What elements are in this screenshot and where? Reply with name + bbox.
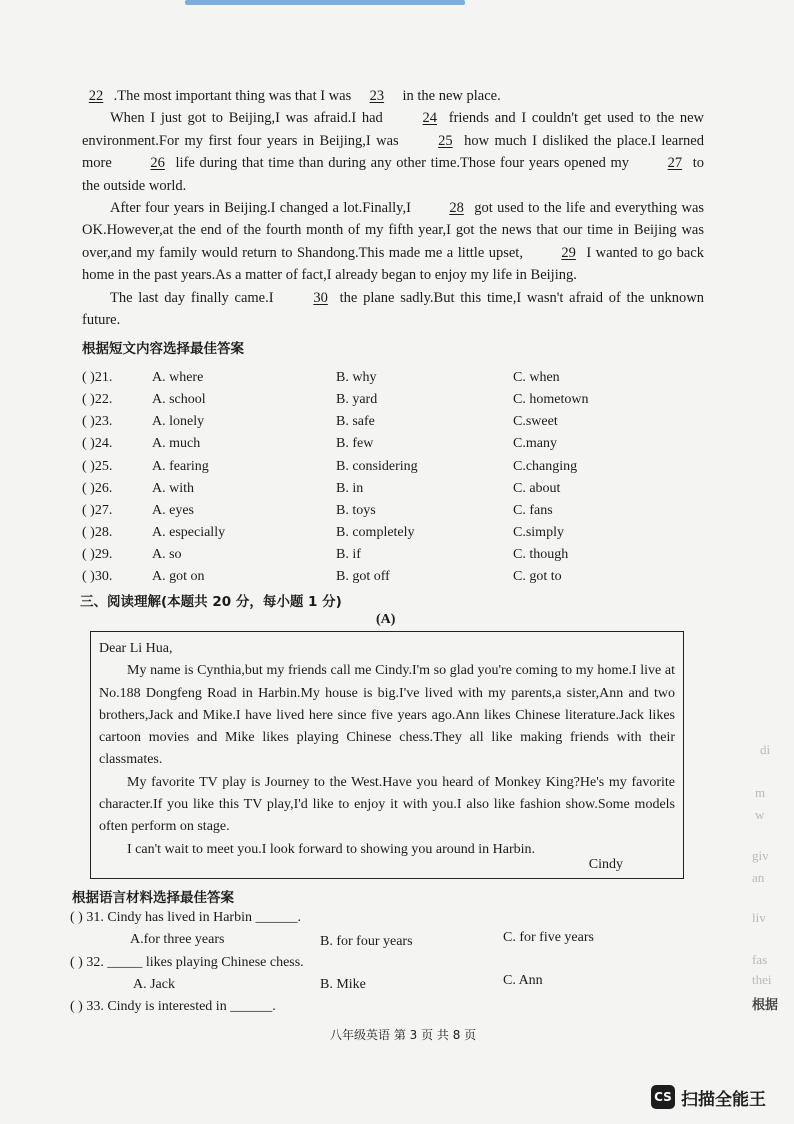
passage-paragraph-1: 22 .The most important thing was that I was 23 in the new place.: [82, 85, 704, 107]
question-number: ( )25.: [82, 459, 113, 474]
cloze-option-row: [82, 503, 702, 525]
option-a: A. with: [152, 481, 194, 496]
option-c: C.sweet: [513, 414, 558, 429]
option-c: C.many: [513, 436, 557, 451]
reading-instruction: 根据语言材料选择最佳答案: [72, 890, 234, 906]
option-a: A. so: [152, 547, 182, 562]
option-b: B. why: [336, 370, 377, 385]
cloze-passage: [82, 85, 704, 331]
option-c: C. when: [513, 370, 560, 385]
question-number: ( )29.: [82, 547, 113, 562]
option-a: A. eyes: [152, 503, 194, 518]
option-a: A. where: [152, 370, 204, 385]
option-b: B. in: [336, 481, 364, 496]
cloze-option-row: [82, 547, 702, 569]
question-number: ( )22.: [82, 392, 113, 407]
option-b: B. completely: [336, 525, 415, 540]
cloze-option-row: [82, 569, 702, 591]
question-31-stem: ( ) 31. Cindy has lived in Harbin ______.: [70, 910, 301, 925]
option-a: A. much: [152, 436, 201, 451]
letter-signature: Cindy: [588, 856, 623, 872]
cloze-option-row: [82, 414, 702, 436]
option-c: C.changing: [513, 459, 578, 474]
option-c: C. fans: [513, 503, 553, 518]
section-3-title: 三、阅读理解(本题共 20 分，每小题 1 分): [80, 594, 342, 610]
question-number: ( )26.: [82, 481, 113, 496]
margin-fragment: an: [752, 870, 765, 885]
margin-fragment: fas: [752, 952, 768, 967]
option-c: C. got to: [513, 569, 562, 584]
page-footer: 八年级英语 第 3 页 共 8 页: [330, 1028, 477, 1042]
blank-26: 26: [150, 155, 165, 172]
question-number: ( )28.: [82, 525, 113, 540]
margin-fragment: giv: [752, 848, 769, 863]
question-31-option-c: C. for five years: [503, 930, 594, 945]
margin-fragment: w: [755, 807, 765, 822]
letter-greeting: Dear Li Hua,: [99, 641, 173, 656]
option-a: A. fearing: [152, 459, 209, 474]
passage-paragraph-3: After four years in Beijing.I changed a lot.Finally,I 28 got used to the life and everything was OK.However,at the end of the fourth month of my fifth year,I got the news that our time in Beijing was over,and my family would return to Shandong.This made me a little upset, 29 I wanted to go back home in the past years.As a matter of fact,I already began to enjoy my life in Beijing.: [82, 197, 704, 287]
blank-30: 30: [313, 289, 328, 306]
margin-fragment: liv: [752, 910, 766, 925]
question-number: ( )23.: [82, 414, 113, 429]
letter-box: [90, 631, 684, 879]
question-number: ( )27.: [82, 503, 113, 518]
cloze-option-row: [82, 370, 702, 392]
option-a: A. school: [152, 392, 206, 407]
option-b: B. considering: [336, 459, 418, 474]
camscanner-logo-icon: CS: [651, 1085, 675, 1109]
question-number: ( )30.: [82, 569, 113, 584]
scan-edge-bar: [185, 0, 465, 5]
cloze-option-row: [82, 392, 702, 414]
blank-23: 23: [369, 88, 385, 104]
option-b: B. if: [336, 547, 361, 562]
option-a: A. lonely: [152, 414, 205, 429]
blank-24: 24: [422, 110, 438, 127]
margin-fragment: di: [760, 742, 771, 757]
cloze-option-row: [82, 436, 702, 458]
option-b: B. toys: [336, 503, 376, 518]
option-b: B. safe: [336, 414, 375, 429]
question-32-option-a: A. Jack: [133, 977, 175, 992]
option-c: C. about: [513, 481, 561, 496]
cloze-option-row: [82, 481, 702, 503]
option-b: B. got off: [336, 569, 390, 584]
cloze-instruction: 根据短文内容选择最佳答案: [82, 341, 244, 357]
letter-paragraph-2: My favorite TV play is Journey to the West.Have you heard of Monkey King?He's my favorite character.If you like this TV play,I'd like to enjoy it with you.I also like fashion show.Some models often perform on stage.: [99, 774, 675, 835]
passage-paragraph-2: When I just got to Beijing,I was afraid.I had 24 friends and I couldn't get used to the new environment.For my first four years in Beijing,I was 25 how much I disliked the place.I learned more 26 life during that time than during any other time.Those four years opened my 27 to the outside world.: [82, 107, 704, 197]
option-b: B. yard: [336, 392, 378, 407]
blank-27: 27: [667, 155, 683, 172]
question-32-stem: ( ) 32. _____ likes playing Chinese chess.: [70, 955, 304, 970]
question-33-stem: ( ) 33. Cindy is interested in ______.: [70, 999, 276, 1014]
question-number: ( )21.: [82, 370, 113, 385]
margin-fragment: thei: [752, 972, 772, 987]
blank-25: 25: [438, 132, 453, 149]
question-31-option-a: A.for three years: [130, 932, 225, 947]
margin-fragment: m: [755, 785, 766, 800]
option-a: A. got on: [152, 569, 205, 584]
question-31-option-b: B. for four years: [320, 934, 413, 949]
question-32-option-c: C. Ann: [503, 973, 543, 988]
blank-29: 29: [561, 244, 576, 261]
option-c: C. hometown: [513, 392, 589, 407]
option-c: C. though: [513, 547, 569, 562]
option-b: B. few: [336, 436, 374, 451]
blank-28: 28: [449, 200, 464, 217]
blank-22: 22: [88, 88, 104, 104]
letter-paragraph-1: My name is Cynthia,but my friends call me Cindy.I'm so glad you're coming to my home.I live at No.188 Dongfeng Road in Harbin.My house is big.I've lived with my parents,a sister,Ann and two brothers,Jack and Mike.I have lived here since five years ago.Ann likes Chinese literature.Jack likes cartoon movies and Mike likes playing Chinese chess.They all like making friends with their classmates.: [99, 663, 675, 768]
brand-name: 扫描全能王: [681, 1089, 766, 1110]
option-c: C.simply: [513, 525, 564, 540]
margin-fragment: 根据: [752, 998, 779, 1013]
scanner-brand: [651, 1083, 766, 1111]
passage-label-a: (A): [376, 612, 396, 627]
cloze-option-row: [82, 459, 702, 481]
question-32-option-b: B. Mike: [320, 977, 366, 992]
passage-paragraph-4: The last day finally came.I 30 the plane sadly.But this time,I wasn't afraid of the unknown future.: [82, 287, 704, 332]
cloze-option-row: [82, 525, 702, 547]
letter-paragraph-3: I can't wait to meet you.I look forward to showing you around in Harbin.: [127, 841, 536, 857]
question-number: ( )24.: [82, 436, 113, 451]
option-a: A. especially: [152, 525, 226, 540]
